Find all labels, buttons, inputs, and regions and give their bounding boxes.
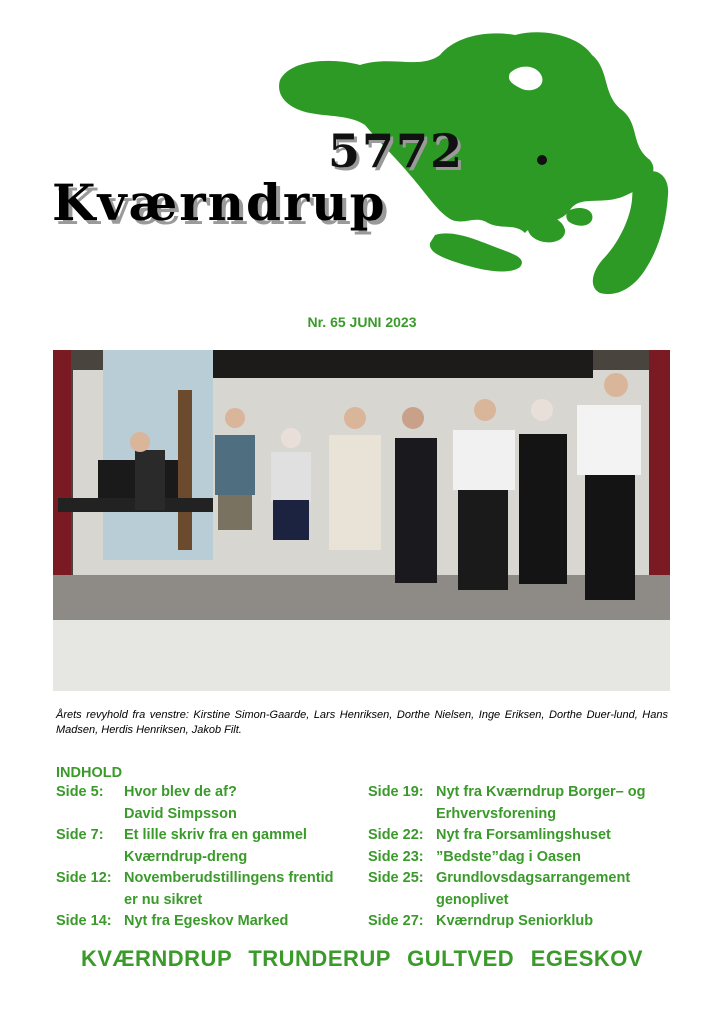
toc-line: Grundlovsdagsarrangement bbox=[436, 870, 631, 886]
table-of-contents bbox=[56, 764, 676, 929]
photo-caption: Årets revyhold fra venstre: Kirstine Simon-Gaarde, Lars Henriksen, Dorthe Nielsen, Inge Eriksen, Dorthe Duer-lund, Hans Madsen, Herdis Henriksen, Jakob Filt. bbox=[56, 709, 668, 736]
toc-left-column bbox=[56, 782, 366, 933]
cover-photo bbox=[53, 350, 670, 691]
town-location-dot bbox=[537, 155, 547, 165]
toc-title-text: ”Bedste”dag i Oasen bbox=[436, 848, 582, 865]
toc-page: Side 25: bbox=[368, 870, 424, 886]
toc-line: er nu sikret bbox=[124, 891, 203, 908]
toc-entry[interactable] bbox=[56, 868, 366, 911]
tree-trunk bbox=[178, 390, 192, 550]
toc-title-text bbox=[436, 782, 688, 825]
toc-title-text bbox=[124, 782, 366, 825]
toc-entry[interactable] bbox=[368, 911, 688, 933]
postcode-title: 5772 bbox=[328, 124, 465, 178]
toc-entry[interactable] bbox=[368, 825, 688, 847]
town-title: Kværndrup bbox=[52, 173, 387, 232]
toc-page: Side 19: bbox=[368, 784, 424, 800]
toc-entry[interactable] bbox=[368, 847, 688, 869]
toc-page: Side 27: bbox=[368, 913, 424, 929]
toc-line: Et lille skriv fra en gammel bbox=[124, 827, 307, 843]
left-curtain bbox=[53, 350, 71, 610]
toc-title-text bbox=[436, 868, 688, 911]
small-island-shape bbox=[528, 217, 565, 243]
toc-right-column bbox=[368, 782, 688, 933]
toc-line: Hvor blev de af? bbox=[124, 784, 237, 800]
south-island-shape bbox=[430, 233, 522, 271]
stage-photo-illustration bbox=[53, 350, 670, 691]
toc-entry[interactable] bbox=[368, 782, 688, 825]
toc-page: Side 5: bbox=[56, 784, 104, 800]
toc-entry[interactable] bbox=[368, 868, 688, 911]
toc-line: Nyt fra Kværndrup Borger– og bbox=[436, 784, 646, 800]
toc-title: INDHOLD bbox=[56, 765, 123, 781]
footer-villages: KVÆRNDRUP TRUNDERUP GULTVED EGESKOV bbox=[80, 946, 644, 971]
toc-line: genoplivet bbox=[436, 891, 509, 908]
toc-line: Kværndrup-dreng bbox=[124, 848, 248, 865]
toc-title-text: Nyt fra Egeskov Marked bbox=[124, 913, 289, 929]
toc-entry[interactable] bbox=[56, 782, 366, 825]
toc-page: Side 12: bbox=[56, 870, 112, 886]
toc-page: Side 23: bbox=[368, 848, 424, 865]
toc-entry[interactable] bbox=[56, 825, 366, 868]
toc-title-text bbox=[124, 825, 366, 868]
issue-number: Nr. 65 JUNI 2023 bbox=[307, 314, 417, 330]
toc-title-text bbox=[124, 868, 366, 911]
toc-title-text: Kværndrup Seniorklub bbox=[436, 913, 594, 929]
toc-page: Side 7: bbox=[56, 827, 104, 843]
toc-page: Side 22: bbox=[368, 827, 424, 843]
toc-entry[interactable] bbox=[56, 911, 366, 933]
stage-front bbox=[53, 620, 670, 691]
toc-line: Erhvervsforening bbox=[436, 805, 557, 822]
masthead bbox=[0, 0, 724, 310]
toc-title-text: Nyt fra Forsamlingshuset bbox=[436, 827, 611, 843]
tiny-island-shape bbox=[566, 208, 592, 226]
toc-line: David Simpsson bbox=[124, 805, 237, 822]
toc-line: Novemberudstillingens frentid bbox=[124, 870, 334, 886]
toc-page: Side 14: bbox=[56, 913, 112, 929]
